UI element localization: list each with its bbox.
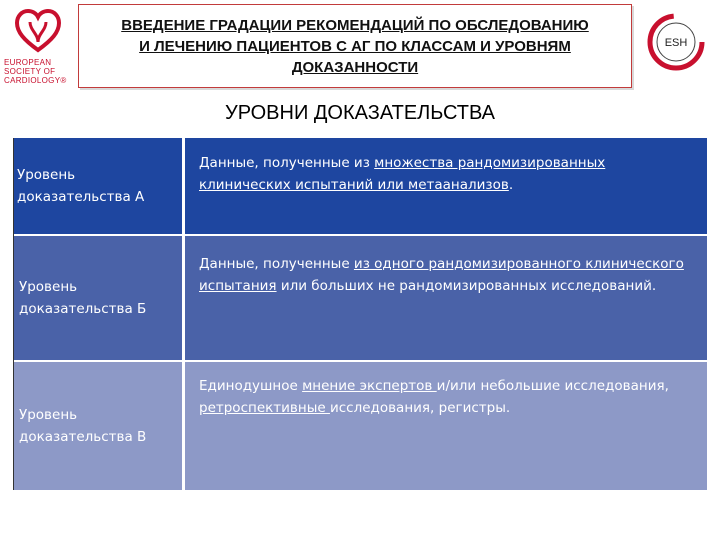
table-row-level-b bbox=[13, 236, 707, 360]
evidence-levels-table bbox=[13, 138, 707, 490]
level-label bbox=[13, 362, 185, 490]
level-description bbox=[185, 236, 707, 360]
desc-underlined-part: ретроспективные bbox=[199, 400, 330, 416]
desc-part: исследования, регистры. bbox=[329, 400, 511, 416]
level-description bbox=[185, 138, 707, 234]
level-label bbox=[13, 138, 185, 234]
table-row-level-a bbox=[13, 138, 707, 234]
desc-underlined-part: из одного рандомизированного клинического испытания bbox=[199, 256, 684, 294]
page-title: ВВЕДЕНИЕ ГРАДАЦИИ РЕКОМЕНДАЦИЙ ПО ОБСЛЕДОВАНИЮ И ЛЕЧЕНИЮ ПАЦИЕНТОВ С АГ ПО КЛАССАМ И УРОВНЯМ ДОКАЗАННОСТИ bbox=[121, 16, 589, 76]
esc-text-line-2: SOCIETY OF bbox=[4, 67, 56, 76]
desc-part: Единодушное bbox=[199, 378, 303, 394]
header-title-box bbox=[78, 4, 632, 88]
level-description-text bbox=[199, 375, 697, 419]
esc-logo bbox=[4, 8, 74, 94]
esc-text-line-3: CARDIOLOGY® bbox=[4, 76, 67, 85]
desc-underlined-part: множества рандомизированных клинических испытаний или метаанализов bbox=[199, 155, 606, 193]
level-label bbox=[13, 236, 185, 360]
level-description-text bbox=[199, 253, 697, 297]
table-left-edge bbox=[13, 138, 14, 490]
desc-underlined-part: мнение экспертов bbox=[302, 378, 437, 394]
esh-logo bbox=[646, 12, 706, 72]
level-label-text: Уровень доказательства В bbox=[19, 407, 147, 445]
level-label-text: Уровень доказательства А bbox=[17, 167, 145, 205]
table-row-level-c bbox=[13, 362, 707, 490]
desc-part: Данные, полученные из bbox=[199, 155, 375, 171]
level-description bbox=[185, 362, 707, 490]
esc-text-line-1: EUROPEAN bbox=[4, 58, 52, 67]
level-description-text bbox=[199, 152, 697, 196]
esh-logo-text: ESH bbox=[664, 37, 688, 49]
desc-part: и/или небольшие исследования, bbox=[436, 378, 669, 394]
level-label-text: Уровень доказательства Б bbox=[19, 279, 147, 317]
section-subtitle: УРОВНИ ДОКАЗАТЕЛЬСТВА bbox=[225, 102, 495, 124]
heart-icon bbox=[14, 8, 62, 54]
desc-part: или больших не рандомизированных исследований. bbox=[276, 278, 657, 294]
desc-part: Данные, полученные bbox=[199, 256, 354, 272]
esc-logo-text bbox=[4, 58, 76, 85]
desc-part: . bbox=[508, 177, 514, 193]
